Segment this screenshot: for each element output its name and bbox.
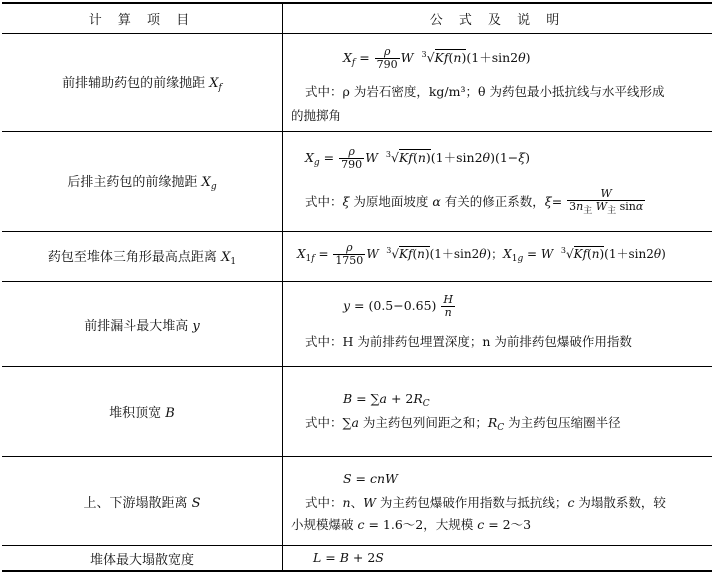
row-formula: $X_{1f}$ = $\frac{\rho}{1750}$ W $^3$√Kf(n)(1＋sin2θ)；$X_{1g} = W$ $^3$√Kf(n)(1＋sin2θ): [297, 241, 666, 267]
table-row: [2, 545, 712, 570]
row-item: 上、下游塌散距离 S: [83, 495, 201, 511]
row-formula: L = B + 2S: [313, 550, 384, 565]
row-item: 前排辅助药包的前缘抛距 $X_f$: [62, 76, 222, 93]
header-item: 计 算 项 目: [88, 13, 196, 28]
row-item: 前排漏斗最大堆高 y: [84, 318, 200, 334]
row-item: 后排主药包的前缘抛距 $X_g$: [67, 175, 217, 192]
table-row: [2, 281, 712, 366]
row-formula: $B = \sum a + 2R_C$ 式中：∑a 为主药包列间距之和；$R_C$ 为主药包压缩圈半径: [305, 391, 621, 433]
header-formula: 公 式 及 说 明: [429, 13, 566, 28]
table-row: [2, 131, 712, 231]
table-header: [2, 4, 712, 34]
table-row: [2, 231, 712, 281]
row-item: 药包至堆体三角形最高点距离 $X_1$: [47, 250, 237, 267]
formula-table: [2, 2, 712, 572]
row-item: 堆积顶宽 B: [109, 406, 175, 421]
row-formula: y = (0.5−0.65) $\frac{H}{n}$ 式中：H 为前排药包埋置深度；n 为前排药包爆破作用指数: [305, 293, 632, 349]
row-formula: $X_f$ = $\frac{\rho}{790}$ W $^3$√Kf(n)(1＋sin2θ) 式中：ρ 为岩石密度，kg/m³；θ 为药包最小抵抗线与水平线形成 的抛掷角: [291, 45, 665, 123]
table-row: [2, 366, 712, 456]
row-formula: S = cnW 式中：n、W 为主药包爆破作用指数与抵抗线；c 为塌散系数，较 小规模爆破 c = 1.6～2，大规模 c = 2～3: [291, 471, 666, 532]
table-row: [2, 456, 712, 545]
row-formula: $X_g$ = $\frac{\rho}{790}$ W $^3$√Kf(n)(1＋sin2θ)(1−ξ) 式中：ξ 为原地面坡度 α 有关的修正系数，ξ= $\frac{W}{3n_主 W_主 \sin\alpha}$: [305, 145, 644, 216]
table-row: [2, 34, 712, 131]
row-item: 堆体最大塌散宽度: [89, 552, 194, 568]
